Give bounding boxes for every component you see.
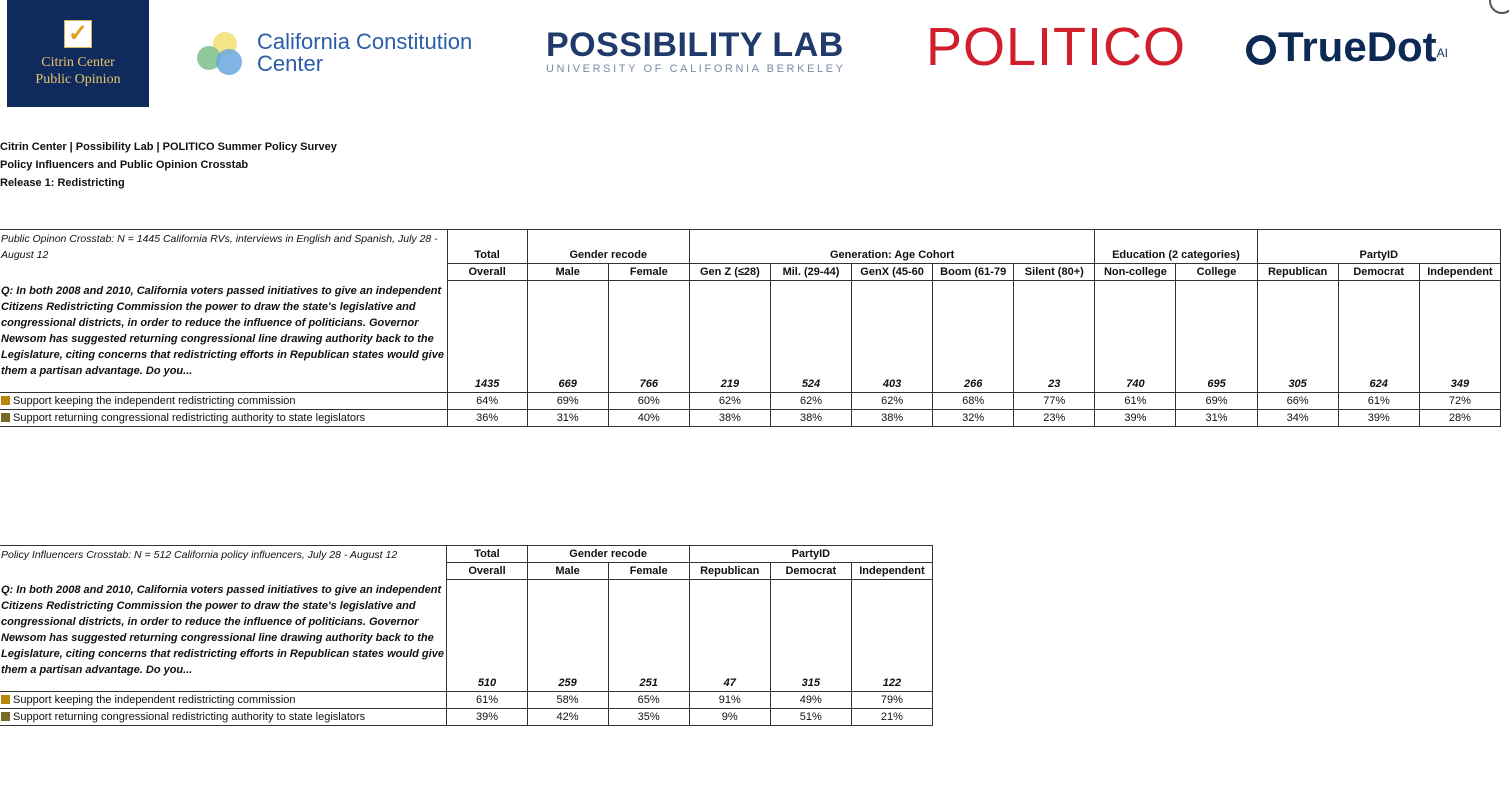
public-return-cell-1: 31% [527, 410, 608, 427]
group-generation: Generation: Age Cohort [689, 230, 1095, 264]
inf-n-cell-2: 251 [608, 580, 689, 692]
public-column-header-10: Republican [1257, 264, 1338, 281]
public-return-cell-6: 32% [933, 410, 1014, 427]
public-return-cell-2: 40% [608, 410, 689, 427]
inf-column-header-4: Democrat [770, 563, 851, 580]
inf-group-party: PartyID [689, 546, 932, 563]
truedot-logo [1246, 22, 1448, 72]
citrin-center-logo [7, 0, 149, 107]
return-swatch-icon [1, 712, 10, 721]
possibility-lab-logo [546, 27, 881, 75]
inf-return-cell-4: 51% [770, 709, 851, 726]
public-n-cell-4: 524 [770, 281, 851, 393]
group-total: Total [447, 230, 527, 264]
inf-support-cell-3: 91% [689, 692, 770, 709]
public-n-cell-10: 305 [1257, 281, 1338, 393]
public-column-header-0: Overall [447, 264, 527, 281]
public-return-cell-4: 38% [770, 410, 851, 427]
group-party: PartyID [1257, 230, 1500, 264]
group-gender: Gender recode [527, 230, 689, 264]
response-label-support [0, 393, 447, 410]
influencers-question: Q: In both 2008 and 2010, California voters passed initiatives to give an independent Citizens Redistricting Commission the power to draw the state's legislative and congressional districts, in order to reduce the influence of politicians. Governor Newsom has suggested returning congressional line drawing authority back to the Legislature, citing concerns that redistricting efforts in Republican states would give them a partisan advantage. Do you... [0, 580, 447, 692]
public-support-cell-4: 62% [770, 393, 851, 410]
public-column-header-11: Democrat [1338, 264, 1419, 281]
inf-support-cell-1: 58% [527, 692, 608, 709]
public-return-cell-7: 23% [1014, 410, 1095, 427]
header-line-1: Citrin Center | Possibility Lab | POLITICO Summer Policy Survey [0, 141, 337, 153]
inf-support-cell-2: 65% [608, 692, 689, 709]
document-header [0, 138, 337, 192]
truedot-sup: AI [1436, 46, 1449, 60]
possibility-lab-sub: UNIVERSITY OF CALIFORNIA BERKELEY [546, 63, 846, 75]
public-n-cell-1: 669 [527, 281, 608, 393]
public-support-cell-3: 62% [689, 393, 770, 410]
inf-column-header-5: Independent [851, 563, 932, 580]
truedot-name: TrueDot [1278, 23, 1437, 70]
ccc-dots-icon [195, 30, 247, 80]
support-swatch-icon [1, 695, 10, 704]
public-support-cell-5: 62% [852, 393, 933, 410]
public-n-cell-2: 766 [608, 281, 689, 393]
inf-response-label-return [0, 709, 447, 726]
public-description: Public Opinon Crosstab: N = 1445 California RVs, interviews in English and Spanish, July 28 - August 12 [0, 230, 447, 281]
citrin-logo-line2: Public Opinion [35, 72, 121, 87]
public-support-cell-1: 69% [527, 393, 608, 410]
public-return-cell-0: 36% [447, 410, 527, 427]
public-return-cell-12: 28% [1419, 410, 1500, 427]
public-n-cell-3: 219 [689, 281, 770, 393]
public-column-header-12: Independent [1419, 264, 1500, 281]
public-n-cell-0: 1435 [447, 281, 527, 393]
politico-logo: POLITICO [926, 17, 1187, 77]
inf-column-header-1: Male [527, 563, 608, 580]
public-column-header-8: Non-college [1095, 264, 1176, 281]
public-return-cell-11: 39% [1338, 410, 1419, 427]
public-support-cell-2: 60% [608, 393, 689, 410]
inf-column-header-2: Female [608, 563, 689, 580]
public-return-cell-9: 31% [1176, 410, 1257, 427]
inf-response-support-text: Support keeping the independent redistricting commission [13, 693, 296, 706]
checkbox-icon: ✓ [64, 20, 92, 48]
inf-support-cell-5: 79% [851, 692, 932, 709]
public-return-cell-10: 34% [1257, 410, 1338, 427]
inf-n-cell-3: 47 [689, 580, 770, 692]
header-line-2: Policy Influencers and Public Opinion Crosstab [0, 159, 249, 171]
public-column-header-6: Boom (61-79 [933, 264, 1014, 281]
inf-return-cell-2: 35% [608, 709, 689, 726]
california-constitution-center-logo [195, 22, 495, 82]
public-column-header-5: GenX (45-60 [852, 264, 933, 281]
public-n-cell-9: 695 [1176, 281, 1257, 393]
public-support-cell-8: 61% [1095, 393, 1176, 410]
public-column-header-4: Mil. (29-44) [770, 264, 851, 281]
citrin-logo-line1: Citrin Center [41, 55, 115, 70]
public-support-cell-12: 72% [1419, 393, 1500, 410]
policy-influencers-crosstab [0, 545, 933, 726]
header-line-3: Release 1: Redistricting [0, 177, 125, 189]
response-support-text: Support keeping the independent redistricting commission [13, 394, 296, 407]
public-column-header-9: College [1176, 264, 1257, 281]
public-n-cell-11: 624 [1338, 281, 1419, 393]
inf-return-cell-3: 9% [689, 709, 770, 726]
public-return-cell-3: 38% [689, 410, 770, 427]
public-support-cell-10: 66% [1257, 393, 1338, 410]
public-n-cell-5: 403 [852, 281, 933, 393]
public-n-cell-7: 23 [1014, 281, 1095, 393]
public-support-cell-11: 61% [1338, 393, 1419, 410]
public-n-cell-12: 349 [1419, 281, 1500, 393]
response-label-return [0, 410, 447, 427]
public-return-cell-5: 38% [852, 410, 933, 427]
inf-n-cell-1: 259 [527, 580, 608, 692]
public-n-cell-8: 740 [1095, 281, 1176, 393]
public-return-cell-8: 39% [1095, 410, 1176, 427]
inf-return-cell-5: 21% [851, 709, 932, 726]
support-swatch-icon [1, 396, 10, 405]
ccc-logo-line2: Center [257, 51, 324, 76]
inf-n-cell-4: 315 [770, 580, 851, 692]
inf-column-header-3: Republican [689, 563, 770, 580]
inf-response-return-text: Support returning congressional redistricting authority to state legislators [13, 710, 366, 723]
inf-support-cell-4: 49% [770, 692, 851, 709]
public-column-header-1: Male [527, 264, 608, 281]
public-question: Q: In both 2008 and 2010, California voters passed initiatives to give an independent Citizens Redistricting Commission the power to draw the state's legislative and congressional districts, in order to reduce the influence of politicians. Governor Newsom has suggested returning congressional line drawing authority back to the Legislature, citing concerns that redistricting efforts in Republican states would give them a partisan advantage. Do you... [0, 281, 447, 393]
public-support-cell-0: 64% [447, 393, 527, 410]
public-support-cell-6: 68% [933, 393, 1014, 410]
inf-group-gender: Gender recode [527, 546, 689, 563]
possibility-lab-name: POSSIBILITY LAB [546, 26, 844, 64]
group-education: Education (2 categories) [1095, 230, 1257, 264]
public-column-header-3: Gen Z (≤28) [689, 264, 770, 281]
public-opinion-crosstab [0, 229, 1501, 427]
public-support-cell-9: 69% [1176, 393, 1257, 410]
inf-n-cell-5: 122 [851, 580, 932, 692]
inf-column-header-0: Overall [447, 563, 527, 580]
inf-return-cell-1: 42% [527, 709, 608, 726]
inf-group-total: Total [447, 546, 527, 563]
inf-support-cell-0: 61% [447, 692, 527, 709]
public-support-cell-7: 77% [1014, 393, 1095, 410]
response-return-text: Support returning congressional redistricting authority to state legislators [13, 411, 366, 424]
public-n-cell-6: 266 [933, 281, 1014, 393]
inf-response-label-support [0, 692, 447, 709]
return-swatch-icon [1, 413, 10, 422]
inf-n-cell-0: 510 [447, 580, 527, 692]
ccc-logo-line1: California Constitution [257, 29, 473, 54]
public-column-header-2: Female [608, 264, 689, 281]
influencers-description: Policy Influencers Crosstab: N = 512 California policy influencers, July 28 - August 12 [0, 546, 447, 580]
public-column-header-7: Silent (80+) [1014, 264, 1095, 281]
truedot-ring-icon [1246, 35, 1276, 65]
inf-return-cell-0: 39% [447, 709, 527, 726]
corner-circle-icon [1489, 0, 1509, 14]
